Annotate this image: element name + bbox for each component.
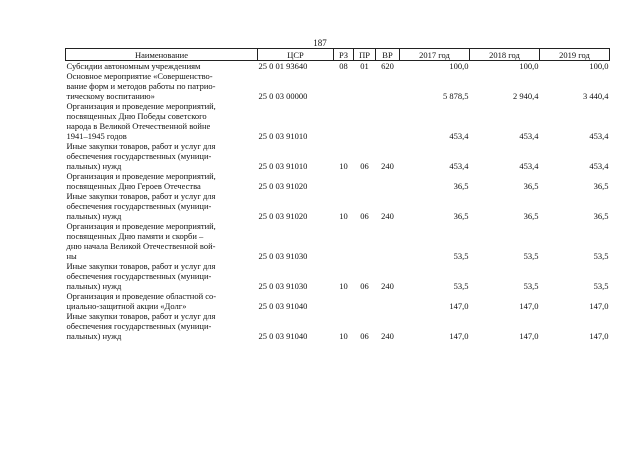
- cell-name-line: Организация и проведение мероприятий,: [66, 101, 216, 111]
- header-2017: 2017 год: [400, 49, 470, 61]
- cell-csr: 25 0 03 91030: [258, 281, 308, 291]
- cell-pr: [354, 101, 376, 141]
- table-row: [66, 61, 610, 72]
- cell-name-line: 1941–1945 годов: [66, 131, 127, 141]
- cell-name-line: обеспечения государственных (муници-: [66, 271, 212, 281]
- cell-2018: 100,0: [519, 61, 539, 71]
- cell-rz: [334, 291, 354, 311]
- cell-name-line: обеспечения государственных (муници-: [66, 321, 212, 331]
- cell-2018: 147,0: [519, 331, 539, 341]
- cell-name-line: Организация и проведение мероприятий,: [66, 171, 216, 181]
- budget-table: [65, 48, 610, 341]
- cell-pr: 06: [360, 281, 369, 291]
- header-csr: ЦСР: [258, 49, 334, 61]
- header-rz: РЗ: [334, 49, 354, 61]
- cell-name-line: обеспечения государственных (муници-: [66, 201, 212, 211]
- cell-name: [66, 71, 258, 101]
- page-number: 187: [313, 38, 327, 48]
- cell-vr: [376, 221, 400, 261]
- cell-2019: 453,4: [589, 131, 609, 141]
- cell-csr: 25 0 01 93640: [258, 61, 308, 71]
- header-pr: ПР: [354, 49, 376, 61]
- cell-vr: 240: [381, 331, 394, 341]
- table-row: [66, 171, 610, 191]
- header-name: Наименование: [66, 49, 258, 61]
- cell-vr: 240: [381, 281, 394, 291]
- cell-2017: 36,5: [453, 211, 469, 221]
- cell-2019: 100,0: [589, 61, 609, 71]
- cell-csr: 25 0 03 91010: [258, 161, 308, 171]
- cell-vr: [376, 71, 400, 101]
- cell-2018: 53,5: [523, 281, 539, 291]
- cell-csr: 25 0 03 91020: [258, 181, 308, 191]
- cell-pr: [354, 171, 376, 191]
- cell-rz: 10: [339, 161, 348, 171]
- table-row: [66, 101, 610, 141]
- cell-2019: 53,5: [593, 251, 609, 261]
- cell-name-line: Иные закупки товаров, работ и услуг для: [66, 261, 216, 271]
- cell-rz: 10: [339, 331, 348, 341]
- cell-name: [66, 61, 258, 72]
- cell-rz: 10: [339, 211, 348, 221]
- cell-name-line: циально-защитной акции «Долг»: [66, 301, 187, 311]
- cell-2018: 147,0: [519, 301, 539, 311]
- cell-name-line: Организация и проведение областной со-: [66, 291, 217, 301]
- cell-2019: 453,4: [589, 161, 609, 171]
- cell-2018: 453,4: [519, 161, 539, 171]
- cell-name: [66, 191, 258, 221]
- cell-name-line: Иные закупки товаров, работ и услуг для: [66, 141, 216, 151]
- cell-name-line: Организация и проведение мероприятий,: [66, 221, 216, 231]
- cell-2017: 453,4: [449, 161, 469, 171]
- cell-2019: 53,5: [593, 281, 609, 291]
- cell-2019: 36,5: [593, 181, 609, 191]
- cell-csr: 25 0 03 91030: [258, 251, 308, 261]
- cell-pr: [354, 221, 376, 261]
- header-2019: 2019 год: [540, 49, 610, 61]
- cell-2018: 36,5: [523, 181, 539, 191]
- cell-2017: 53,5: [453, 251, 469, 261]
- cell-name: [66, 141, 258, 171]
- cell-2019: 3 440,4: [583, 91, 609, 101]
- table-row: [66, 141, 610, 171]
- table-header-row: [66, 49, 610, 61]
- cell-vr: [376, 291, 400, 311]
- cell-name: [66, 171, 258, 191]
- header-vr: ВР: [376, 49, 400, 61]
- cell-pr: 06: [360, 161, 369, 171]
- cell-csr: 25 0 03 91040: [258, 331, 308, 341]
- cell-csr: 25 0 03 91010: [258, 131, 308, 141]
- cell-name: [66, 261, 258, 291]
- cell-rz: 08: [339, 61, 348, 71]
- cell-csr: 25 0 03 91040: [258, 301, 308, 311]
- cell-rz: [334, 221, 354, 261]
- cell-name-line: обеспечения государственных (муници-: [66, 151, 212, 161]
- cell-name-line: Субсидии автономным учреждениям: [66, 61, 201, 71]
- cell-vr: 620: [381, 61, 394, 71]
- cell-rz: [334, 171, 354, 191]
- cell-name: [66, 221, 258, 261]
- cell-name: [66, 101, 258, 141]
- cell-pr: [354, 291, 376, 311]
- cell-2017: 147,0: [449, 301, 469, 311]
- cell-rz: 10: [339, 281, 348, 291]
- cell-name-line: посвященных Дню Победы советского: [66, 111, 207, 121]
- cell-2017: 147,0: [449, 331, 469, 341]
- cell-name-line: пальных) нужд: [66, 161, 122, 171]
- cell-vr: 240: [381, 211, 394, 221]
- cell-2017: 5 878,5: [443, 91, 469, 101]
- cell-name: [66, 291, 258, 311]
- cell-csr: 25 0 03 00000: [258, 91, 308, 101]
- cell-pr: 01: [360, 61, 369, 71]
- cell-name-line: дню начала Великой Отечественной вой-: [66, 241, 216, 251]
- cell-name-line: вание форм и методов работы по патрио-: [66, 81, 216, 91]
- cell-2019: 36,5: [593, 211, 609, 221]
- cell-2017: 36,5: [453, 181, 469, 191]
- cell-vr: 240: [381, 161, 394, 171]
- cell-vr: [376, 101, 400, 141]
- table-row: [66, 261, 610, 291]
- cell-name-line: Иные закупки товаров, работ и услуг для: [66, 311, 216, 321]
- cell-name-line: посвященных Дню Героев Отечества: [66, 181, 201, 191]
- cell-2019: 147,0: [589, 331, 609, 341]
- cell-2017: 453,4: [449, 131, 469, 141]
- cell-2018: 36,5: [523, 211, 539, 221]
- cell-csr: 25 0 03 91020: [258, 211, 308, 221]
- cell-vr: [376, 171, 400, 191]
- table-row: [66, 191, 610, 221]
- table-body: [66, 61, 610, 342]
- cell-name-line: ны: [66, 251, 77, 261]
- cell-name-line: Иные закупки товаров, работ и услуг для: [66, 191, 216, 201]
- cell-pr: 06: [360, 331, 369, 341]
- cell-name: [66, 311, 258, 341]
- cell-name-line: пальных) нужд: [66, 211, 122, 221]
- cell-name-line: пальных) нужд: [66, 331, 122, 341]
- table-row: [66, 221, 610, 261]
- cell-name-line: народа в Великой Отечественной войне: [66, 121, 211, 131]
- cell-2017: 53,5: [453, 281, 469, 291]
- table-row: [66, 291, 610, 311]
- header-2018: 2018 год: [470, 49, 540, 61]
- cell-name-line: посвященных Дню памяти и скорби –: [66, 231, 204, 241]
- table-row: [66, 71, 610, 101]
- cell-2018: 53,5: [523, 251, 539, 261]
- table-row: [66, 311, 610, 341]
- cell-name-line: пальных) нужд: [66, 281, 122, 291]
- cell-2018: 453,4: [519, 131, 539, 141]
- cell-rz: [334, 71, 354, 101]
- cell-pr: [354, 71, 376, 101]
- cell-2019: 147,0: [589, 301, 609, 311]
- cell-rz: [334, 101, 354, 141]
- cell-pr: 06: [360, 211, 369, 221]
- cell-2017: 100,0: [449, 61, 469, 71]
- cell-name-line: тическому воспитанию»: [66, 91, 155, 101]
- cell-2018: 2 940,4: [513, 91, 539, 101]
- cell-name-line: Основное мероприятие «Совершенство-: [66, 71, 213, 81]
